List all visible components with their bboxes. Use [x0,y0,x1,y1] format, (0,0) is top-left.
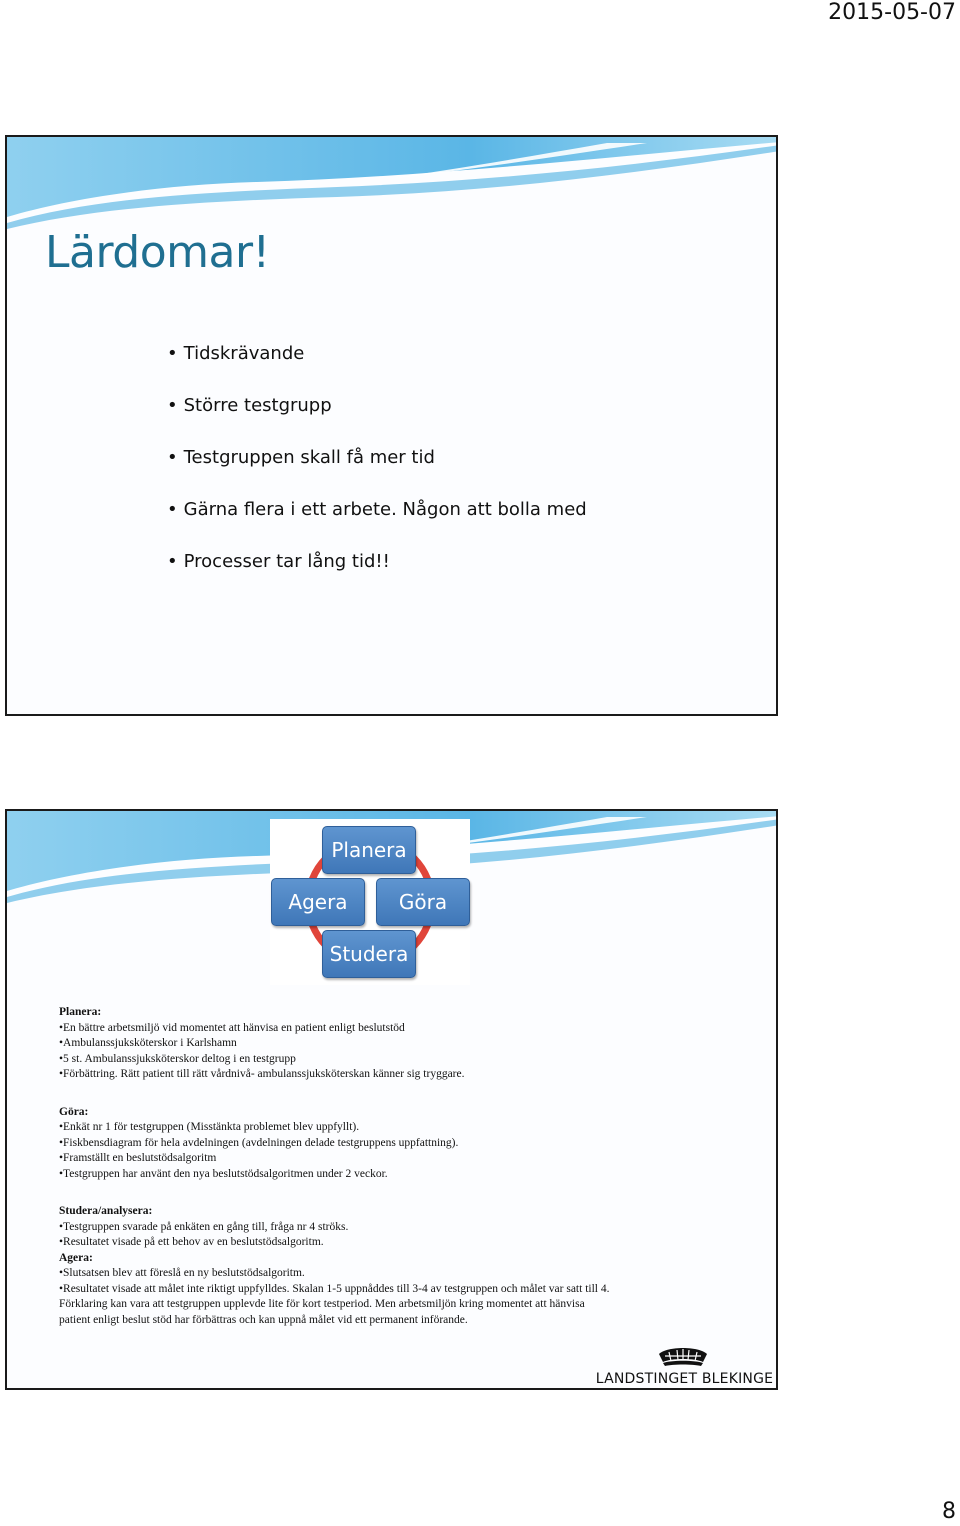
list-item: • Tidskrävande [167,342,587,394]
section-line: • Slutsatsen blev att föreslå en ny beslutstödsalgoritm. [59,1266,759,1282]
landstinget-blekinge-emblem-icon [657,1344,709,1368]
cycle-step-agera: Agera [271,878,365,926]
section-line: • 5 st. Ambulanssjuksköterskor deltog i en testgrupp [59,1052,759,1068]
section-heading: Planera: [59,1006,102,1018]
section-line: • Resultatet visade på ett behov av en beslutstödsalgoritm. [59,1235,759,1251]
slide-lardomar [5,135,778,716]
pdsa-cycle-diagram [270,819,470,985]
section-heading: Studera/analysera: [59,1205,153,1217]
cycle-step-planera: Planera [322,826,416,874]
slide-title: Lärdomar! [45,227,270,278]
section-line: • Ambulanssjuksköterskor i Karlshamn [59,1036,759,1052]
section-gora [59,1105,759,1183]
landstinget-blekinge-logo [592,1344,777,1388]
list-item: • Större testgrupp [167,394,587,446]
section-line: • Enkät nr 1 för testgruppen (Misstänkta problemet blev uppfyllt). [59,1120,759,1136]
list-item: • Processer tar lång tid!! [167,550,587,602]
section-planera [59,1005,759,1083]
section-line: • En bättre arbetsmiljö vid momentet att hänvisa en patient enligt beslutstöd [59,1021,759,1037]
section-agera [59,1251,759,1329]
header-wave-decoration [7,137,778,232]
pdsa-description [59,1005,759,1328]
section-line: • Testgruppen har använt den nya beslutstödsalgoritmen under 2 veckor. [59,1167,759,1183]
list-item: • Gärna flera i ett arbete. Någon att bolla med [167,498,587,550]
section-line: • Resultatet visade att målet inte riktigt uppfylldes. Skalan 1-5 uppnåddes till 3-4 av testgruppen och målet var satt till 4. [59,1282,759,1298]
section-line: • Testgruppen svarade på enkäten en gång till, fråga nr 4 ströks. [59,1220,759,1236]
section-line: • Förbättring. Rätt patient till rätt vårdnivå- ambulanssjuksköterskan känner sig tryggare. [59,1067,759,1083]
section-heading: Agera: [59,1251,93,1264]
list-item: • Testgruppen skall få mer tid [167,446,587,498]
page-number: 8 [942,1499,956,1524]
cycle-step-studera: Studera [322,930,416,978]
section-heading: Göra: [59,1105,89,1118]
logo-text: LANDSTINGET BLEKINGE [595,1371,774,1387]
section-line: • Fiskbensdiagram för hela avdelningen (avdelningen delade testgruppens uppfattning). [59,1136,759,1152]
section-studera [59,1204,759,1251]
slide-pdsa [5,809,778,1390]
cycle-step-gora: Göra [376,878,470,926]
section-continuation: patient enligt beslut stöd har förbättras och kan uppnå målet vid ett permanent införande. [59,1313,468,1326]
section-line: • Framställt en beslutstödsalgoritm [59,1151,759,1167]
page-date: 2015-05-07 [828,0,956,25]
section-continuation: Förklaring kan vara att testgruppen upplevde lite för kort testperiod. Men arbetsmiljön kring momentet att hänvisa [59,1298,585,1310]
lessons-list [167,342,587,602]
